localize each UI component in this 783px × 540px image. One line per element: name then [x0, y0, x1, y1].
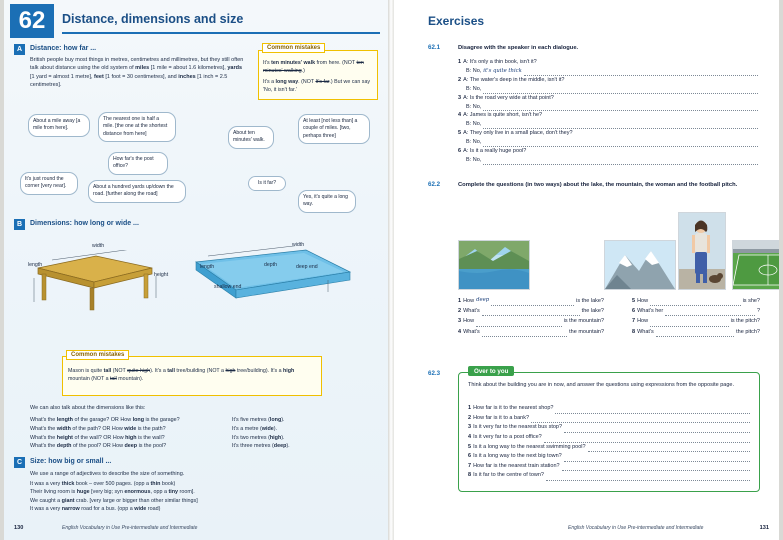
question-row[interactable]: [468, 404, 750, 414]
exercise-number-621: 62.1: [428, 44, 441, 51]
item-number: 8: [468, 472, 472, 479]
exercise-622-left-items: [458, 296, 604, 337]
dialogue-answer-row[interactable]: [466, 120, 758, 129]
answer-blank[interactable]: [588, 451, 750, 452]
speaker-b-line: B: No,: [466, 139, 482, 146]
question-text: How far is the nearest train station?: [473, 462, 560, 469]
answer-blank[interactable]: [476, 326, 562, 327]
over-to-you-items: [468, 404, 750, 481]
section-c-heading: Size: how big or small ...: [30, 458, 112, 465]
question-row[interactable]: [458, 327, 604, 337]
dialogue-item: [458, 147, 758, 156]
dimension-question: What's the width of the path? OR How wide is the path?: [30, 425, 166, 432]
handwritten-answer: it's quite thick: [483, 68, 522, 75]
answer-blank[interactable]: [650, 326, 729, 327]
dialogue-item: [458, 58, 758, 67]
speech-bubble-6: About a hundred yards up/down the road. [further along the road]: [88, 180, 186, 203]
dialogue-answer-row[interactable]: [466, 156, 758, 165]
exercise-lead-621: Disagree with the speaker in each dialogue.: [458, 45, 579, 51]
question-text: How far is it to a bank?: [473, 414, 530, 421]
answer-blank[interactable]: [555, 413, 750, 414]
page-edge-left: [0, 0, 4, 540]
footer-right: English Vocabulary in Use Pre-intermediate and Intermediate: [568, 525, 704, 531]
exercises-title: Exercises: [428, 14, 485, 28]
question-text: Is it very far to a post office?: [473, 433, 542, 440]
question-tail: the lake?: [581, 308, 604, 315]
label-deep-end: deep end: [296, 264, 318, 270]
speech-bubble-2: The nearest one is half a mile. [the one at the shortest distance from here]: [98, 112, 176, 142]
question-stem: What's: [463, 328, 480, 335]
item-number: 3: [458, 94, 462, 101]
question-stem: What's her: [637, 308, 664, 315]
speaker-a-line: A: Is the road very wide at that point?: [463, 94, 554, 101]
item-number: 7: [632, 318, 636, 325]
common-mistakes-line-b1: Mason is quite tall (NOT quite high). It's a tall tree/building (NOT a high tree/building). It's a high mountain (NOT a tall mountain).: [68, 368, 295, 382]
dialogue-item: [458, 111, 758, 120]
answer-blank[interactable]: [546, 480, 750, 481]
question-row[interactable]: [468, 452, 750, 462]
dialogue-item: [458, 94, 758, 103]
page-edge-right: [779, 0, 783, 540]
question-tail: the mountain?: [569, 328, 604, 335]
page-number-left: 130: [14, 525, 24, 531]
label-pool-depth: depth: [264, 262, 277, 268]
answer-blank[interactable]: [562, 470, 750, 471]
common-mistakes-line-a1: It's ten minutes' walk from here. (NOT ten minutes' walking.): [263, 60, 364, 74]
answer-blank[interactable]: [656, 336, 734, 337]
question-row[interactable]: [632, 296, 760, 306]
exercise-lead-622: Complete the questions (in two ways) about the lake, the mountain, the woman and the football pitch.: [458, 182, 738, 188]
question-row[interactable]: [458, 306, 604, 316]
question-stem: How: [637, 318, 649, 325]
item-number: 2: [458, 308, 462, 315]
photo-football-pitch: [732, 240, 783, 290]
speech-bubble-1: About a mile away [a mile from here].: [28, 114, 90, 137]
answer-blank[interactable]: [531, 422, 750, 423]
dialogue-answer-row[interactable]: [466, 85, 758, 94]
page-number-right: 131: [759, 525, 769, 531]
question-tail: ?: [756, 308, 760, 315]
answer-blank[interactable]: [483, 164, 758, 165]
dimension-answer: It's two metres (high).: [232, 434, 285, 441]
common-mistakes-title-a: Common mistakes: [262, 43, 325, 53]
item-number: 2: [458, 76, 462, 83]
question-stem: What's: [637, 328, 654, 335]
question-row[interactable]: [468, 471, 750, 481]
item-number: 8: [632, 328, 636, 335]
dimension-question: What's the height of the wall? OR How high is the wall?: [30, 434, 165, 441]
section-letter-b: B: [14, 219, 25, 230]
size-example: It was a very thick book – over 500 pages. (opp a thin book): [30, 481, 176, 487]
dialogue-answer-row[interactable]: [466, 103, 758, 112]
dimension-question: What's the depth of the pool? OR How deep is the pool?: [30, 443, 167, 450]
question-tail: is the pitch?: [730, 318, 760, 325]
item-number: 6: [468, 453, 472, 460]
question-row[interactable]: [468, 462, 750, 472]
question-stem: How: [637, 298, 649, 304]
label-table-width: width: [92, 243, 105, 249]
dialogue-answer-row[interactable]: [466, 138, 758, 147]
question-tail: is she?: [742, 298, 760, 304]
item-number: 1: [468, 405, 472, 411]
exercise-number-622: 62.2: [428, 181, 441, 188]
speech-bubble-7: Is it far?: [248, 176, 286, 191]
over-to-you-lead: Think about the building you are in now, and answer the questions using expressions from the opposite page.: [468, 382, 735, 388]
section-a-text: British people buy most things in metres, centimetres and millimetres, but they still often talk about distance using the old system of miles [1 mile = about 1.6 kilometres], yards [1 yard = almost 1 metre], feet [1 foot = 30 centimetres], and inches [1 inch = 2.5 centimetres].: [30, 57, 244, 88]
section-c-intro: We use a range of adjectives to describe the size of something.: [30, 471, 185, 477]
question-row[interactable]: [468, 414, 750, 424]
question-row[interactable]: [632, 316, 760, 326]
size-example: We caught a giant crab. [very large or bigger than other similar things]: [30, 497, 198, 504]
unit-title: Distance, dimensions and size: [62, 12, 244, 26]
dialogue-item: [458, 76, 758, 85]
item-number: 3: [458, 318, 462, 325]
question-row[interactable]: [468, 443, 750, 453]
dimension-answer: It's five metres (long).: [232, 417, 285, 423]
answer-blank[interactable]: [482, 336, 567, 337]
section-b-intro: We can also talk about the dimensions like this:: [30, 405, 146, 411]
question-text: How far is it to the nearest shop?: [473, 405, 554, 411]
item-number: 6: [458, 148, 462, 155]
speaker-a-line: A: Is it a really huge pool?: [463, 148, 527, 155]
photo-lake: [458, 240, 530, 290]
exercise-number-623: 62.3: [428, 370, 441, 377]
answer-blank[interactable]: [650, 305, 740, 306]
answer-blank[interactable]: [564, 432, 750, 433]
item-number: 5: [458, 130, 462, 137]
question-text: Is it very far to the nearest bus stop?: [473, 424, 563, 431]
question-text: Is it a long way to the nearest swimming pool?: [473, 443, 586, 450]
section-letter-c: C: [14, 457, 25, 468]
dimension-question: What's the length of the garage? OR How long is the garage?: [30, 417, 180, 423]
answer-blank[interactable]: [491, 305, 574, 306]
speaker-a-line: A: The water's deep in the middle, isn't it?: [463, 76, 565, 83]
speech-bubble-3: About ten minutes' walk.: [228, 126, 274, 149]
section-b-answers: [232, 416, 382, 451]
speaker-b-line: B: No,: [466, 121, 482, 128]
dimension-answer: It's a metre (wide).: [232, 425, 278, 432]
common-mistakes-line-a2: It's a long way. (NOT It's far.) But we can say 'No, it isn't far.': [263, 79, 371, 93]
question-row[interactable]: [468, 423, 750, 433]
item-number: 4: [468, 433, 472, 440]
question-row[interactable]: [632, 327, 760, 337]
item-number: 1: [458, 59, 462, 65]
speaker-b-line: B: No,: [466, 85, 482, 92]
label-table-length: length: [28, 262, 43, 268]
photo-woman: [678, 212, 726, 290]
speaker-a-line: A: It's only a thin book, isn't it?: [463, 59, 537, 65]
section-b-heading: Dimensions: how long or wide ...: [30, 220, 139, 227]
item-number: 3: [468, 424, 472, 431]
pool-diagram: [178, 246, 358, 314]
question-tail: the pitch?: [736, 328, 760, 335]
question-row[interactable]: [632, 306, 760, 316]
item-number: 1: [458, 298, 462, 304]
label-shallow-end: shallow end: [214, 284, 242, 290]
speaker-b-line: B: No,: [466, 67, 482, 74]
label-pool-length: length: [200, 264, 215, 270]
speaker-a-line: A: They only live in a small place, don't they?: [463, 130, 573, 137]
right-page: [392, 0, 783, 540]
footer-left: English Vocabulary in Use Pre-intermediate and Intermediate: [62, 525, 198, 531]
exercise-622-right-items: [632, 296, 760, 337]
item-number: 7: [468, 462, 472, 469]
question-row[interactable]: [458, 316, 604, 326]
speech-bubble-4: At least [not less than] a couple of miles. [two, perhaps three]: [298, 114, 370, 144]
size-example: Their living room is huge [very big; syn enormous, opp a tiny room].: [30, 489, 195, 496]
section-letter-a: A: [14, 44, 25, 55]
question-text: Is it far to the centre of town?: [473, 472, 544, 479]
item-number: 5: [468, 443, 472, 450]
label-pool-width: width: [292, 242, 305, 248]
speaker-b-line: B: No,: [466, 103, 482, 110]
item-number: 4: [458, 328, 462, 335]
item-number: 2: [468, 414, 472, 421]
item-number: 4: [458, 112, 462, 119]
speaker-a-line: A: James is quite short, isn't he?: [463, 112, 543, 119]
over-to-you-tab: Over to you: [468, 366, 514, 376]
item-number: 6: [632, 308, 636, 315]
question-stem: How: [463, 318, 475, 325]
question-row[interactable]: [458, 296, 604, 306]
section-c-examples: [30, 480, 376, 514]
question-stem: What's: [463, 308, 480, 315]
dimension-answer: It's three metres (deep).: [232, 443, 290, 450]
dialogue-answer-row[interactable]: [466, 67, 758, 76]
book-spine: [388, 0, 394, 540]
dialogue-list-621: [458, 58, 758, 165]
section-b-questions: [30, 416, 230, 451]
answer-blank[interactable]: [564, 461, 750, 462]
photo-mountain: [604, 240, 676, 290]
question-row[interactable]: [468, 433, 750, 443]
question-stem: How: [463, 298, 475, 304]
question-tail: is the lake?: [576, 298, 604, 304]
question-text: Is it a long way to the next big town?: [473, 453, 562, 460]
speech-bubble-5: It's just round the corner [very near].: [20, 172, 78, 195]
dialogue-item: [458, 129, 758, 138]
title-divider: [62, 32, 380, 34]
speech-bubble-question: How far's the post office?: [108, 152, 168, 175]
question-tail: is the mountain?: [563, 318, 604, 325]
speaker-b-line: B: No,: [466, 156, 482, 163]
unit-number: 62: [10, 4, 54, 38]
speech-bubble-8: Yes, it's quite a long way.: [298, 190, 356, 213]
size-example: It was a very narrow road for a bus. (opp a wide road): [30, 506, 161, 513]
handwritten-answer: deep: [476, 297, 490, 304]
common-mistakes-title-b: Common mistakes: [66, 350, 129, 360]
table-diagram: [30, 250, 160, 310]
item-number: 5: [632, 298, 636, 304]
label-table-height: height: [154, 272, 169, 278]
section-a-heading: Distance: how far ...: [30, 45, 97, 52]
